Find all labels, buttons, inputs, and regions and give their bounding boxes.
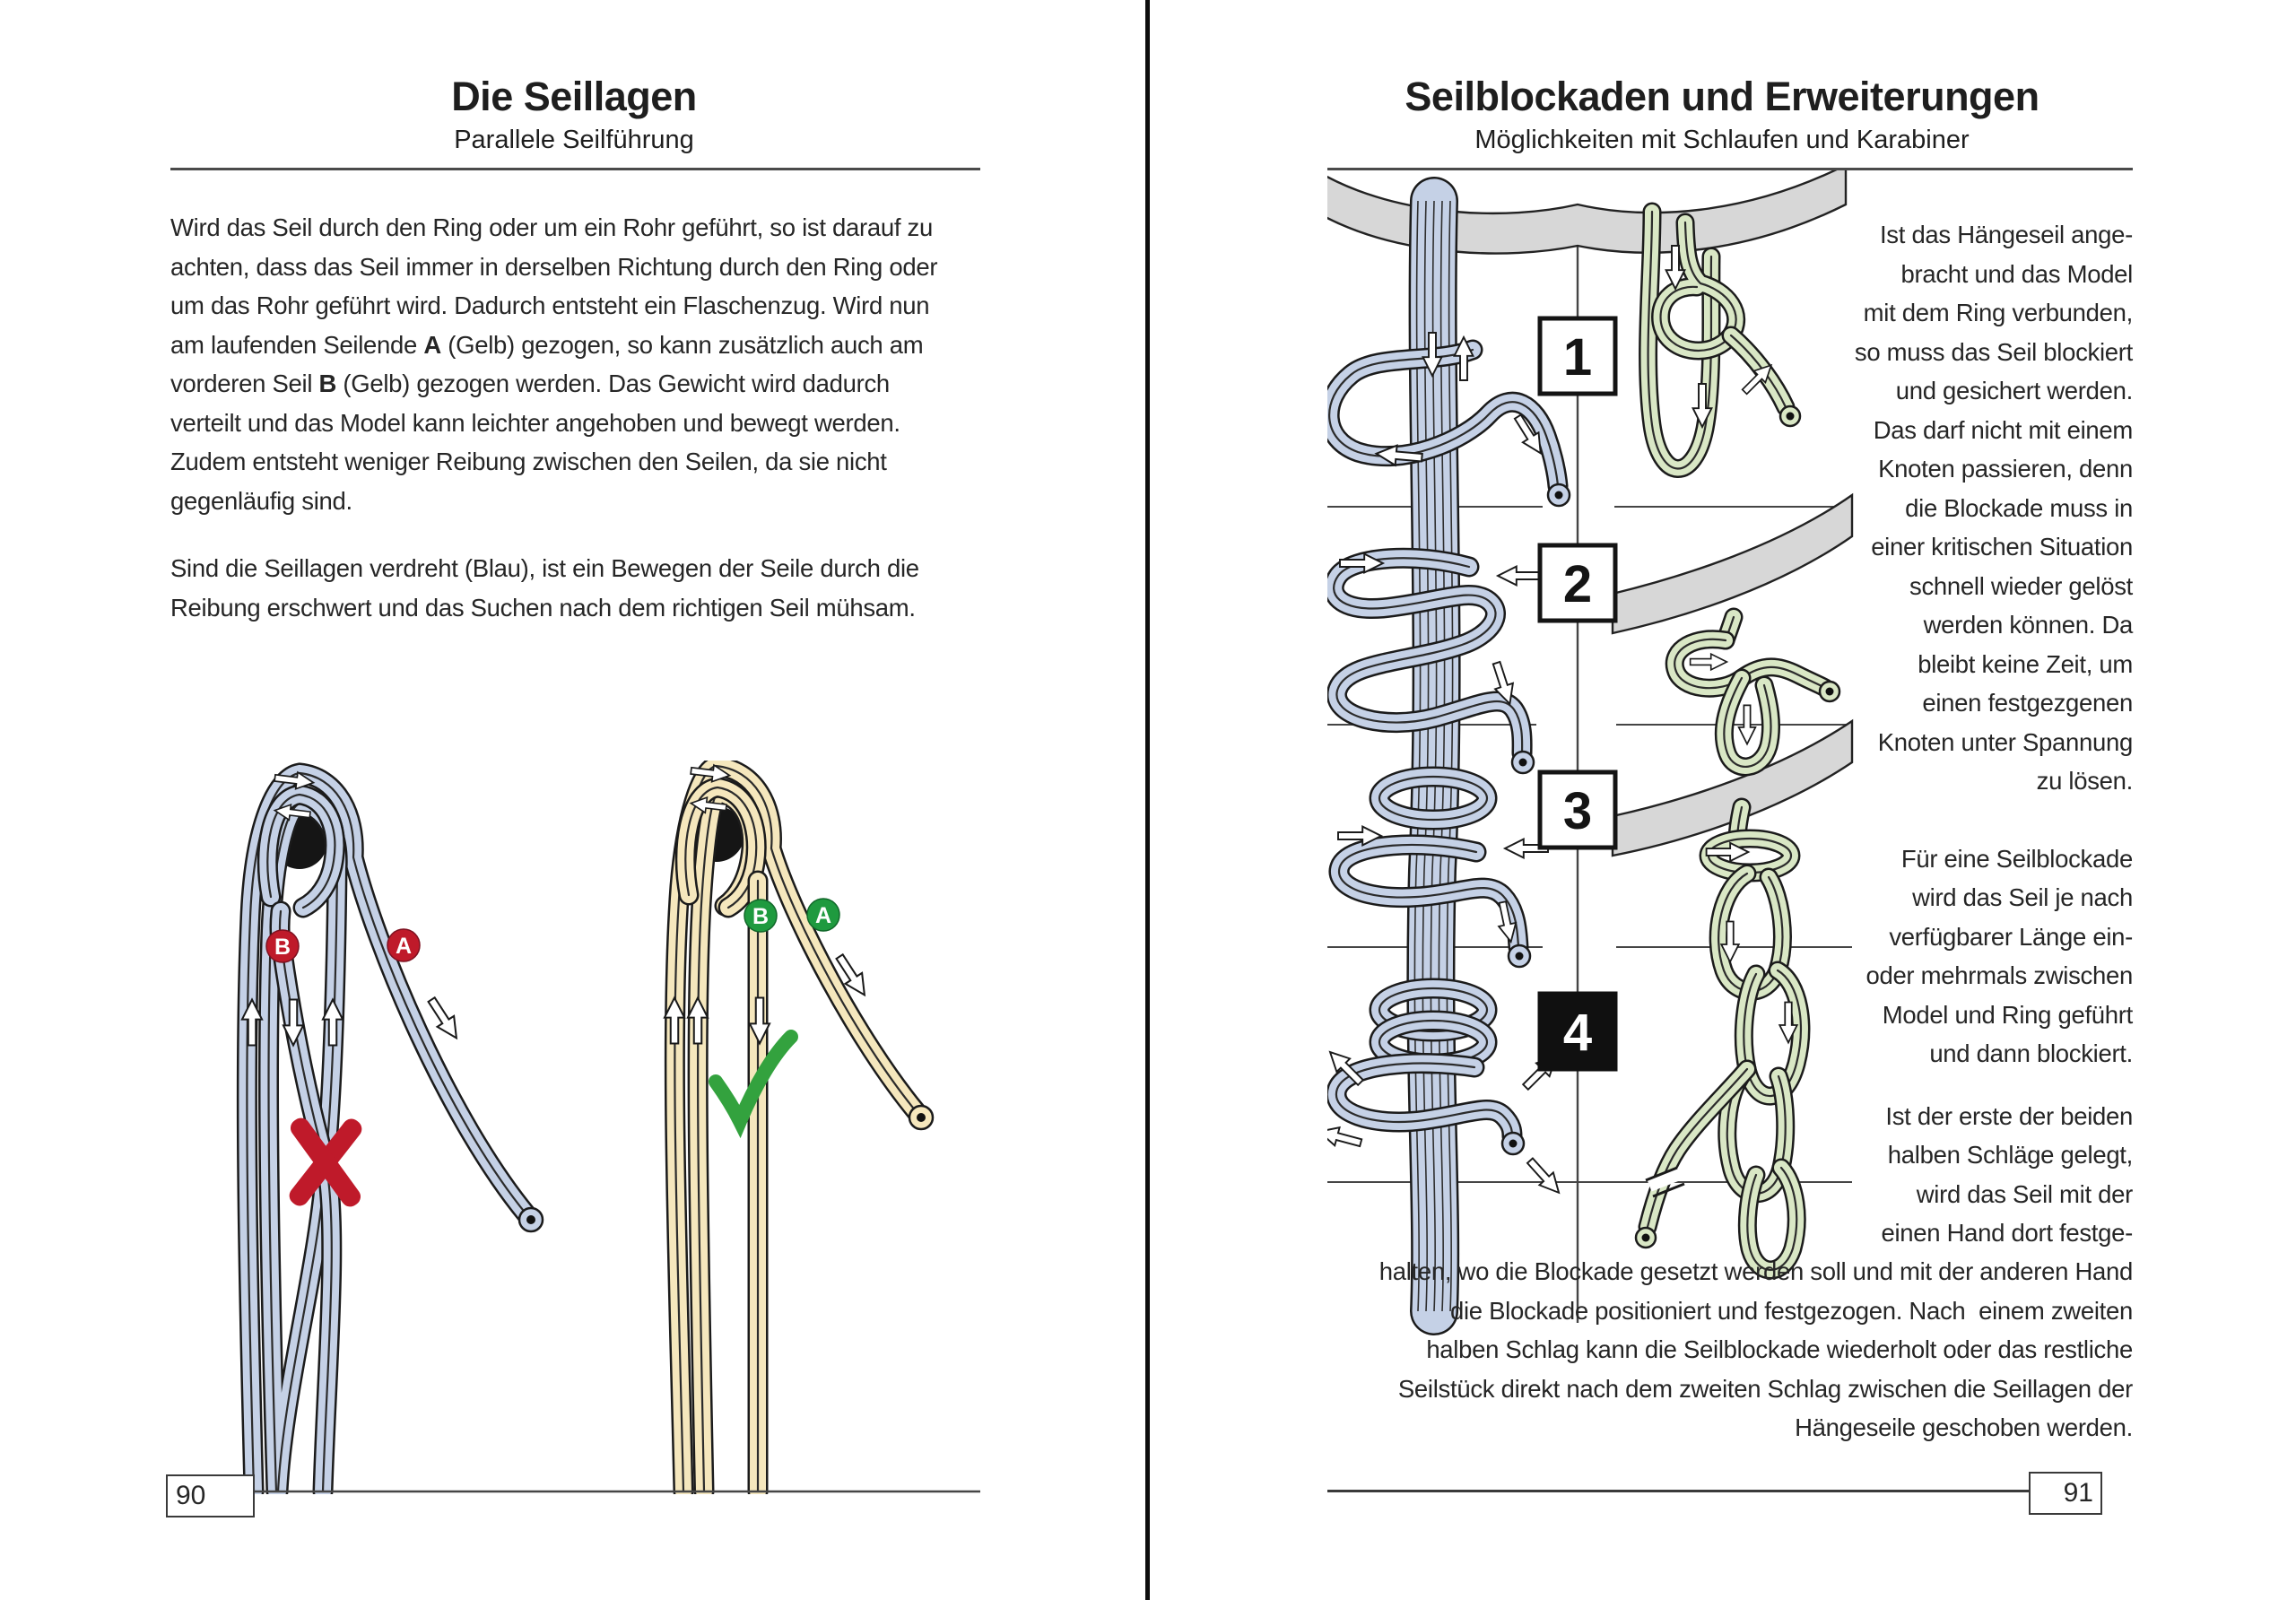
page-number-box xyxy=(2029,1472,2102,1515)
svg-text:A: A xyxy=(814,903,832,928)
title-rule-left xyxy=(170,168,980,170)
paragraph-seillagen-1: Wird das Seil durch den Ring oder um ein Rohr geführt, so ist darauf zu achten, dass das Seil immer in derselben Richtung durch den Ring oder um das Rohr geführt wird. Dadurch entsteht ein Flaschenzug. Wird nun am laufenden Seilende A (Gelb) gezogen, so kann zusätzlich auch am vorderen Seil B (Gelb) gezogen werden. Das Gewicht wird dadurch verteilt und das Model kann leichter angehoben und bewegt werden. Zudem entsteht weniger Reibung zwischen den Seilen, da sie nicht gegenläufig sind. xyxy=(170,213,938,515)
paragraph-blockade-1: Ist das Hängeseil ange- bracht und das Model mit dem Ring verbunden, so muss das Seil blockiert und gesichert werden. Das darf nicht mit einem Knoten passieren, denn die Blockade muss in einer kritischen Situation schnell wieder gelöst werden können. Da bleibt keine Zeit, um einen festgezgenen Knoten unter Spannung zu lösen. xyxy=(1854,221,2133,795)
svg-text:B: B xyxy=(752,904,770,929)
parallel-ropes-diagram xyxy=(665,762,933,1491)
label-b-badge-red xyxy=(266,930,299,962)
page-number-box xyxy=(166,1474,255,1517)
paragraph-seillagen-2: Sind die Seillagen verdreht (Blau), ist ein Bewegen der Seile durch die Reibung erschwert und das Suchen nach dem richtigen Seil mühsam. xyxy=(170,554,919,622)
step-2-marker xyxy=(1540,545,1615,621)
svg-text:2: 2 xyxy=(1562,555,1593,613)
svg-text:4: 4 xyxy=(1562,1004,1593,1062)
svg-text:1: 1 xyxy=(1562,328,1593,387)
rope-pulley-comparison-figure xyxy=(135,761,1031,1494)
label-a-badge-red xyxy=(387,929,420,961)
page-subtitle-right: Möglichkeiten mit Schlaufen und Karabiner xyxy=(1474,126,1970,154)
page-title-right: Seilblockaden und Erweiterungen xyxy=(1405,74,2039,119)
step-4-marker xyxy=(1540,994,1615,1069)
step-1-marker xyxy=(1540,318,1615,394)
ground-line-right xyxy=(1327,1490,2029,1492)
paragraph-blockade-3: Ist der erste der beiden halben Schläge gelegt, wird das Seil mit der einen Hand dort festge- xyxy=(1881,1101,2133,1247)
svg-text:3: 3 xyxy=(1562,782,1593,840)
svg-text:B: B xyxy=(274,935,291,960)
page-number: 91 xyxy=(2063,1478,2093,1508)
label-a-badge-green xyxy=(807,899,839,931)
page-right xyxy=(1148,0,2296,1600)
step-3-marker xyxy=(1540,772,1615,848)
ring-edge-top xyxy=(1327,170,1846,254)
twisted-ropes-diagram xyxy=(242,770,543,1491)
page-subtitle-left: Parallele Seilführung xyxy=(454,126,694,154)
column-text-right xyxy=(1774,215,2133,1253)
svg-text:A: A xyxy=(395,934,413,959)
paragraph-blockade-2: Für eine Seilblockade wird das Seil je nach verfügbarer Länge ein- oder mehrmals zwischen Model und Ring geführt und dann blockiert. xyxy=(1866,844,2133,1067)
label-b-badge-green xyxy=(744,900,777,932)
page-title-left: Die Seillagen xyxy=(451,74,697,119)
page-number: 90 xyxy=(176,1481,206,1510)
paragraph-blockade-bottom: halten, wo die Blockade gesetzt werden soll und mit der anderen Hand die Blockade positioniert und festgezogen. Nach einem zweiten halben Schlag kann die Seilblockade wiederholt oder das restliche Seilstück direkt nach dem zweiten Schlag zwischen die Seillagen der Hängeseile geschoben werden. xyxy=(1378,1257,2133,1441)
